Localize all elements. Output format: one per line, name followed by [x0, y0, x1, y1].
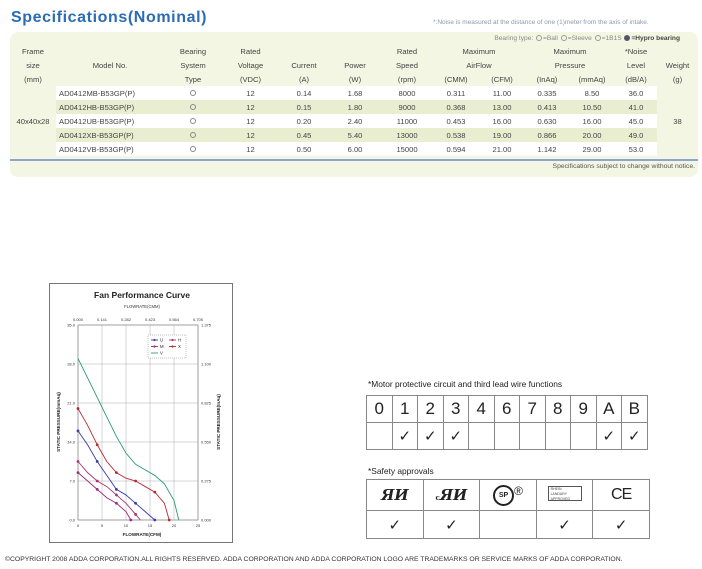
cfm-cell: 16.00: [479, 114, 525, 128]
current-cell: 0.15: [279, 100, 329, 114]
function-check-cell: ✓: [443, 423, 469, 450]
bearing-cell: [164, 128, 222, 142]
right-tick-label: 0.275: [201, 478, 212, 484]
function-check-cell: ✓: [392, 423, 418, 450]
function-check-cell: [545, 423, 571, 450]
mmaq-cell: 10.50: [569, 100, 615, 114]
ball-bearing-icon: [190, 118, 196, 124]
function-check-cell: ✓: [622, 423, 648, 450]
inaq-cell: 0.866: [525, 128, 569, 142]
function-check-cell: [571, 423, 597, 450]
header-speed-3: (rpm): [397, 74, 417, 84]
ce-mark-icon: CE: [611, 486, 632, 503]
ball-bearing-icon: [190, 104, 196, 110]
bearing-type-legend: [494, 35, 680, 42]
x-axis-label: FLOWRATE(CFM): [122, 532, 162, 537]
header-bearing: Bearing: [179, 46, 207, 56]
header-airflow: Maximum: [462, 46, 496, 56]
header-frame-3: (mm): [24, 74, 42, 84]
data-point-U: [115, 488, 118, 491]
bearing-cell: [164, 114, 222, 128]
noise-note: *:Noise is measured at the distance of one (1)meter from the axis of intake.: [433, 19, 649, 26]
header-pressure: Maximum: [553, 46, 587, 56]
function-code-cell: 0: [367, 396, 393, 423]
data-point-U: [96, 460, 99, 463]
divider: [10, 159, 698, 161]
header-voltage-3: (VDC): [239, 74, 262, 84]
safety-label: *Safety approvals: [368, 466, 434, 476]
data-point-X: [77, 407, 80, 410]
right-tick-label: 0.000: [201, 517, 212, 523]
y-tick-label: 14.0: [67, 439, 75, 445]
data-point-U: [134, 502, 137, 505]
mmaq-cell: 20.00: [569, 128, 615, 142]
header-bearing-2: System: [180, 60, 206, 70]
header-bearing-3: Type: [184, 74, 202, 84]
legend-label-H: H: [178, 337, 182, 343]
y-tick-label: 0.0: [69, 517, 75, 523]
top-axis-label: FLOWRATE(CMM): [124, 304, 160, 309]
safety-check-cell: ✓: [423, 511, 480, 539]
bearing-hypro-label: =Hypro bearing: [631, 35, 680, 42]
x-tick-label: 15: [147, 523, 153, 528]
ball-bearing-icon: [190, 146, 196, 152]
cur-logo-cell: [423, 480, 480, 511]
inaq-cell: 0.630: [525, 114, 569, 128]
function-code-cell: 1: [392, 396, 418, 423]
current-cell: 0.50: [279, 142, 329, 156]
top-tick-label: 0.423: [144, 317, 156, 322]
cmm-cell: 0.453: [433, 114, 479, 128]
cfm-cell: 21.00: [479, 142, 525, 156]
frame-size-cell: 40x40x28: [16, 116, 50, 126]
speed-cell: 8000: [381, 86, 433, 100]
bearing-cell: [164, 86, 222, 100]
x-tick-label: 20: [171, 523, 177, 528]
model-cell: AD0412HB-B53GP(P): [56, 100, 164, 114]
functions-label: *Motor protective circuit and third lead wire functions: [368, 379, 563, 389]
safety-check-cell: ✓: [593, 511, 650, 539]
header-weight: Weight: [665, 60, 690, 70]
header-model: Model No.: [92, 60, 128, 70]
legend-marker-U: [153, 339, 155, 341]
legend-label-V: V: [160, 350, 163, 356]
mmaq-cell: 8.50: [569, 86, 615, 100]
power-cell: 2.40: [329, 114, 381, 128]
safety-check-cell: ✓: [367, 511, 424, 539]
right-tick-label: 1.100: [201, 361, 212, 367]
function-code-cell: 7: [520, 396, 546, 423]
header-frame: Frame: [22, 46, 44, 56]
header-speed: Rated: [396, 46, 418, 56]
right-tick-label: 0.825: [201, 400, 212, 406]
current-cell: 0.14: [279, 86, 329, 100]
speed-cell: 9000: [381, 100, 433, 114]
data-point-X: [168, 519, 171, 522]
tuv-line: APPROVED: [550, 496, 571, 501]
function-code-cell: 2: [418, 396, 444, 423]
noise-cell: 53.0: [615, 142, 657, 156]
function-check-cell: [469, 423, 495, 450]
header-voltage: Rated: [240, 46, 261, 56]
bearing-1b1s-label: =1B1S: [601, 35, 622, 42]
header-current: Current: [291, 60, 317, 70]
function-check-cell: ✓: [418, 423, 444, 450]
current-cell: 0.20: [279, 114, 329, 128]
bearing-cell: [164, 100, 222, 114]
header-inaq: (InAq): [536, 74, 558, 84]
data-point-M: [77, 471, 80, 474]
model-cell: AD0412UB-B53GP(P): [56, 114, 164, 128]
header-power-unit: (W): [348, 74, 362, 84]
inaq-cell: 1.142: [525, 142, 569, 156]
safety-table: [366, 479, 650, 539]
current-cell: 0.45: [279, 128, 329, 142]
top-tick-label: 0.705: [192, 317, 204, 322]
top-tick-label: 0.564: [168, 317, 180, 322]
inaq-cell: 0.335: [525, 86, 569, 100]
safety-check-cell: ✓: [536, 511, 593, 539]
safety-check-cell: [480, 511, 537, 539]
ur-logo-cell: [367, 480, 424, 511]
y-tick-label: 35.0: [67, 322, 75, 328]
header-cmm: (CMM): [444, 74, 468, 84]
noise-cell: 36.0: [615, 86, 657, 100]
x-tick-label: 25: [195, 523, 201, 528]
data-point-M: [96, 488, 99, 491]
data-point-H: [77, 460, 80, 463]
speed-cell: 15000: [381, 142, 433, 156]
ball-bearing-icon: [190, 132, 196, 138]
data-point-X: [134, 480, 137, 483]
function-code-cell: 4: [469, 396, 495, 423]
inaq-cell: 0.413: [525, 100, 569, 114]
header-current-unit: (A): [298, 74, 310, 84]
hypro-bearing-icon: [624, 35, 630, 41]
model-cell: AD0412MB-B53GP(P): [56, 86, 164, 100]
csa-icon: SP: [493, 485, 514, 506]
cur-recognized-icon: cЯИ: [435, 485, 468, 504]
power-cell: 1.68: [329, 86, 381, 100]
function-code-cell: 9: [571, 396, 597, 423]
data-point-U: [153, 519, 156, 522]
cfm-cell: 11.00: [479, 86, 525, 100]
function-check-cell: [520, 423, 546, 450]
y-tick-label: 7.0: [69, 478, 75, 484]
cfm-cell: 19.00: [479, 128, 525, 142]
subject-note: Specifications subject to change without notice.: [552, 163, 695, 170]
function-code-cell: B: [622, 396, 648, 423]
header-speed-2: Speed: [396, 60, 418, 70]
model-cell: AD0412XB-B53GP(P): [56, 128, 164, 142]
header-weight-unit: (g): [672, 74, 683, 84]
header-power: Power: [344, 60, 366, 70]
function-check-cell: [367, 423, 393, 450]
noise-cell: 45.0: [615, 114, 657, 128]
data-point-X: [153, 491, 156, 494]
tuv-line: RHEIN: [550, 486, 562, 491]
function-code-cell: A: [596, 396, 622, 423]
tuv-logo-cell: [536, 480, 593, 511]
data-point-U: [77, 429, 80, 432]
data-point-H: [115, 494, 118, 497]
header-mmaq: (mmAq): [578, 74, 606, 84]
right-tick-label: 0.550: [201, 439, 212, 445]
specifications-table: [10, 44, 698, 156]
header-noise-3: (dB/A): [625, 74, 647, 84]
bearing-sleeve-label: =Sleeve: [567, 35, 592, 42]
function-code-cell: 3: [443, 396, 469, 423]
mmaq-cell: 16.00: [569, 114, 615, 128]
top-tick-label: 0.282: [120, 317, 132, 322]
data-point-H: [134, 513, 137, 516]
noise-cell: 49.0: [615, 128, 657, 142]
data-point-X: [96, 443, 99, 446]
function-code-cell: 6: [494, 396, 520, 423]
function-code-cell: 8: [545, 396, 571, 423]
data-point-X: [115, 471, 118, 474]
top-tick-label: 0.141: [96, 317, 108, 322]
header-airflow-2: AirFlow: [466, 60, 492, 70]
voltage-cell: 12: [222, 100, 279, 114]
header-noise: *Noise: [624, 46, 648, 56]
registered-mark: ®: [514, 484, 523, 498]
power-cell: 5.40: [329, 128, 381, 142]
voltage-cell: 12: [222, 128, 279, 142]
legend-marker-H: [171, 339, 173, 341]
voltage-cell: 12: [222, 142, 279, 156]
voltage-cell: 12: [222, 114, 279, 128]
copyright-footer: ©COPYRIGHT 2008 ADDA CORPORATION.ALL RIGHTS RESERVED. ADDA CORPORATION AND ADDA CORPORATION LOGO ARE TRADEMARKS OR SERVICE MARKS OF ADDA CORPORATION.: [5, 556, 623, 563]
right-axis-label: STATIC PRESSURE(InAq): [216, 394, 221, 450]
ur-recognized-icon: ЯИ: [381, 485, 409, 504]
model-cell: AD0412VB-B53GP(P): [56, 142, 164, 156]
function-check-cell: [494, 423, 520, 450]
power-cell: 1.80: [329, 100, 381, 114]
legend-marker-X: [171, 345, 173, 347]
x-tick-label: 10: [123, 523, 129, 528]
cmm-cell: 0.594: [433, 142, 479, 156]
specifications-panel: [10, 32, 698, 177]
chart-title: Fan Performance Curve: [94, 290, 190, 300]
cmm-cell: 0.538: [433, 128, 479, 142]
page-title: Specifications(Nominal): [11, 9, 208, 26]
csa-logo-cell: [480, 480, 537, 511]
noise-cell: 41.0: [615, 100, 657, 114]
header-pressure-2: Pressure: [554, 60, 586, 70]
speed-cell: 11000: [381, 114, 433, 128]
bearing-type-label: Bearing type:: [494, 35, 534, 42]
legend-label-M: M: [160, 344, 164, 349]
chart-canvas: [50, 284, 234, 544]
cfm-cell: 13.00: [479, 100, 525, 114]
ce-logo-cell: [593, 480, 650, 511]
top-tick-label: 0.000: [72, 317, 84, 322]
header-noise-2: Level: [626, 60, 646, 70]
bearing-cell: [164, 142, 222, 156]
y-axis-label: STATIC PRESSURE(mmAq): [56, 392, 61, 452]
cmm-cell: 0.368: [433, 100, 479, 114]
tuv-icon: [548, 486, 582, 501]
weight-cell: 38: [673, 116, 682, 126]
voltage-cell: 12: [222, 86, 279, 100]
x-tick-label: 5: [100, 523, 104, 528]
header-frame-2: size: [26, 60, 40, 70]
header-cfm: (CFM): [491, 74, 513, 84]
right-tick-label: 1.375: [201, 322, 212, 328]
mmaq-cell: 29.00: [569, 142, 615, 156]
function-check-cell: ✓: [596, 423, 622, 450]
header-voltage-2: Voltage: [237, 60, 264, 70]
y-tick-label: 21.0: [67, 400, 75, 406]
sleeve-bearing-icon: [561, 35, 567, 41]
ball-bearing-icon: [536, 35, 542, 41]
1b1s-bearing-icon: [595, 35, 601, 41]
legend-label-X: X: [178, 344, 181, 349]
cmm-cell: 0.311: [433, 86, 479, 100]
legend-label-U: U: [160, 337, 164, 343]
power-cell: 6.00: [329, 142, 381, 156]
x-tick-label: 0: [76, 523, 80, 528]
speed-cell: 13000: [381, 128, 433, 142]
data-point-M: [115, 502, 118, 505]
legend-marker-M: [153, 345, 155, 347]
y-tick-label: 28.0: [67, 361, 75, 367]
fan-performance-chart: [49, 283, 233, 543]
ball-bearing-icon: [190, 90, 196, 96]
data-point-M: [129, 519, 132, 522]
tuv-line: LANDARY: [550, 491, 568, 496]
bearing-ball-label: =Ball: [543, 35, 558, 42]
functions-table: [366, 395, 648, 450]
data-point-H: [96, 480, 99, 483]
